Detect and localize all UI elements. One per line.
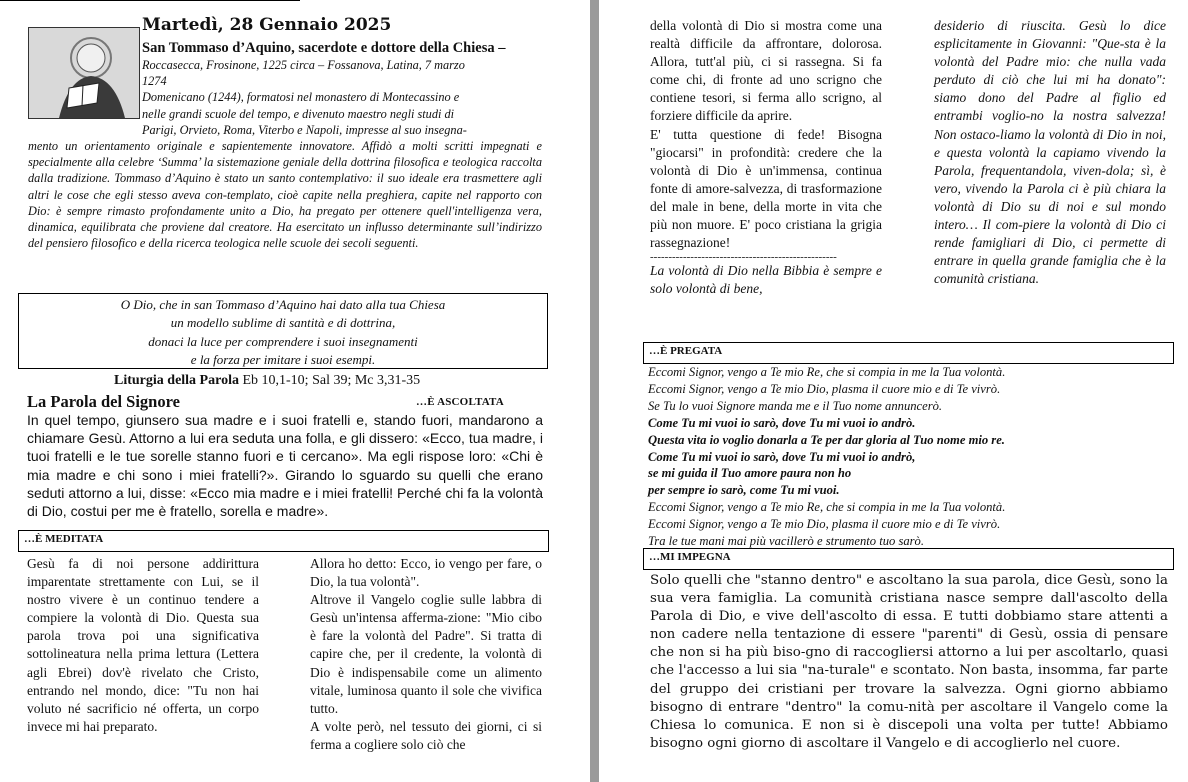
- opening-prayer: [18, 293, 548, 369]
- section-pregata-header: [643, 342, 1174, 364]
- bio-line: 1274: [142, 74, 167, 89]
- song-line: Eccomi Signor, vengo a Te mio Re, che si compia in me la Tua volontà.: [648, 365, 1006, 379]
- prayer-line: e la forza per imitare i suoi esempi.: [190, 351, 376, 367]
- page-date: Martedì, 28 Gennaio 2025: [142, 15, 392, 35]
- bio-line: Roccasecca, Frosinone, 1225 circa – Fossanova, Latina, 7 marzo: [142, 58, 465, 72]
- impegna-text: Solo quelli che "stanno dentro" e ascoltano la sua parola, dice Gesù, sono la sua vera famiglia. La comunità cristiana nasce sempre dall'ascolto della Parola di Dio, e vive dell'ascolto di essa. E tutti dobbiamo stare attenti a non cadere nella tentazione di essere "parenti" di Gesù, ossia di pensare che non si ha più biso-gno di raccogliersi attorno a lui per ascoltarlo, quasi che l'accesso a lui sia "na-turale" e scontato. Non basta, insomma, far parte del gruppo dei cristiani per trovare la salvezza. Ogni giorno abbiamo bisogno di entrare "dentro" la comu-nità per ascoltare il Vangelo come la Chiesa lo comunica. E non si è discepoli una volta per tutte! Abbiamo bisogno ogni giorno di ascoltare il Vangelo e di accoglierlo nel cuore.: [650, 573, 1168, 751]
- section-impegna-header: [643, 548, 1174, 570]
- meditata-paragraph: Altrove il Vangelo coglie sulle labbra di Gesù un'intensa afferma-zione: "Mio cibo è fare la volontà del Padre". Si tratta di capire che, per il credente, la volontà di Dio è indispensabile come un alimento vitale, luminosa quanto il sole che vivifica tutto.: [310, 592, 542, 716]
- bio-continued: mento un orientamento originale e sapientemente innovatore. Affidò a molti scritti impegnati e specialmente alla celebre ‘Summa’ la sistemazione geniale della dottrina filosofica e teologica raccolta dalla tradizione. Tommaso d’Aquino è stato un santo contemplativo: il suo ideale era trasmettere agli altri le cose che egli stesso aveva con-templato, cioè capite nella preghiera, capite nel rapporto con Dio: è sempre rimasto profondamente unito a Dio, ha pregato per ottenere quell'intelligenza vera, dinamica, equilibrata che proviene dal creatore. Ha esercitato un influsso determinante sull’indirizzo del pensiero filosofico e della ricerca teologica nelle scuole dei secoli seguenti.: [28, 139, 542, 251]
- meditata-paragraph: Allora ho detto: Ecco, io vengo per fare, o Dio, la tua volontà".: [310, 556, 542, 590]
- prayer-line: un modello sublime di santità e di dottrina,: [170, 315, 396, 331]
- song-line: Come Tu mi vuoi io sarò, dove Tu mi vuoi io andrò,: [648, 449, 916, 464]
- tag-ascoltata: …È ASCOLTATA: [416, 396, 504, 408]
- meditata-paragraph: E' tutta questione di fede! Bisogna "giocarsi" in profondità: credere che la volontà di Dio è un'immensa, continua fonte di amore-salvezza, di trasformazione del male in bene, della morte in vita che più non muore. E' poco cristiana la grigia rassegnazione!: [650, 126, 882, 251]
- dashed-separator: ---------------------------------------------------: [650, 251, 837, 264]
- liturgy-line: [114, 373, 420, 389]
- bio-line: Parigi, Orvieto, Roma, Viterbo e Napoli, impresse al suo insegna-: [142, 122, 467, 137]
- song-line: Eccomi Signor, vengo a Te mio Dio, plasma il cuore mio e di Te vivrò.: [648, 517, 1001, 532]
- liturgy-label: Liturgia della Parola: [114, 373, 239, 388]
- bio-line: nelle grandi scuole del tempo, e divenuto maestro negli studi di: [142, 106, 455, 121]
- prayer-line: O Dio, che in san Tommaso d’Aquino hai dato alla tua Chiesa: [120, 297, 446, 312]
- song-line: Eccomi Signor, vengo a Te mio Dio, plasma il cuore mio e di Te vivrò.: [648, 381, 1001, 396]
- meditata-paragraph: Gesù fa di noi persone addirittura imparentate strettamente con Lui, se il nostro vivere è un continuo tendere a compiere la volontà di Dio. Questa sua parola trova poi una significativa sottolineatura nella prima lettura (Lettera agli Ebrei) dov'è rivelato che Cristo, entrando nel mondo, dice: "Tu non hai voluto né sacrificio né offerta, un corpo invece mi hai preparato.: [27, 556, 259, 734]
- gospel-title: La Parola del Signore: [27, 392, 180, 411]
- saint-biography: [28, 57, 542, 251]
- tag-impegna: …MI IMPEGNA: [649, 551, 731, 563]
- meditata-column-3: [650, 17, 882, 298]
- song-line: se mi guida il Tuo amore paura non ho: [648, 466, 852, 481]
- song-line: Questa vita io voglio donarla a Te per dar gloria al Tuo nome mio re.: [648, 432, 1005, 447]
- gospel-text: In quel tempo, giunsero sua madre e i suoi fratelli e, stando fuori, mandarono a chiamare Gesù. Attorno a lui era seduta una folla, e gli dissero: «Ecco, tua madre, i tuoi fratelli e le tue sorelle stanno fuori e ti cercano». Ma egli rispose loro: «Chi è mia madre e chi sono i miei fratelli?». Girando lo sguardo su quelli che erano seduti attorno a lui, disse: «Ecco mia madre e i miei fratelli! Perché chi fa la volontà di Dio, costui per me è fratello, sorella e madre».: [27, 412, 543, 520]
- song-line: Come Tu mi vuoi io sarò, dove Tu mi vuoi io andrò.: [648, 415, 916, 430]
- song-line: Tra le tue mani mai più vacillerò e strumento tuo sarò.: [648, 534, 924, 549]
- liturgy-refs: Eb 10,1-10; Sal 39; Mc 3,31-35: [242, 373, 421, 388]
- meditata-paragraph: della volontà di Dio si mostra come una realtà difficile da affrontare, dolorosa. Allora, tutt'al più, ci si rassegna. Si fa come chi, di fronte ad uno scrigno che contiene tesori, si ferma allo scrigno, al forziere difficile da aprire.: [650, 18, 882, 124]
- meditata-column-2: [310, 555, 542, 754]
- pregata-song: [648, 364, 1168, 550]
- song-line: Se Tu lo vuoi Signore manda me e il Tuo nome annuncerò.: [648, 398, 943, 413]
- meditata-paragraph: La volontà di Dio nella Bibbia è sempre e solo volontà di bene,: [650, 263, 882, 297]
- meditata-paragraph: A volte però, nel tessuto dei giorni, ci si ferma a cogliere solo ciò che: [310, 718, 542, 752]
- prayer-line: donaci la luce per comprendere i suoi insegnamenti: [148, 333, 418, 349]
- saint-title: San Tommaso d’Aquino, sacerdote e dottore della Chiesa –: [142, 40, 506, 56]
- bio-line: Domenicano (1244), formatosi nel monastero di Montecassino e: [142, 90, 460, 105]
- song-line: per sempre io sarò, come Tu mi vuoi.: [648, 483, 840, 498]
- meditata-paragraph: desiderio di riuscita. Gesù lo dice esplicitamente in Giovanni: "Que-sta è la volontà del Padre mio: che nulla vada perduto di ciò che lui mi ha donato": siamo dono del Padre al figlio ed entrambi voglio-no la nostra salvezza! Non ostaco-liamo la volontà di Dio in noi, e questa volontà la capiamo vivendo la Parola, frequentandola, viven-dola; sì, è vero, vivendo la Parola ci è più chiara la volontà di Dio su di noi e sul mondo intero… Il com-piere la volontà di Dio ci rende famigliari di Dio, ci permette di entrare in quella grande famiglia che è la comunità cristiana.: [934, 18, 1166, 287]
- song-line: Eccomi Signor, vengo a Te mio Re, che si compia in me la Tua volontà.: [648, 500, 1006, 515]
- tag-meditata: …È MEDITATA: [24, 533, 104, 545]
- page-divider: [590, 0, 599, 782]
- meditata-column-4: [934, 17, 1166, 288]
- meditata-column-1: [27, 555, 259, 736]
- saint-portrait-icon: [28, 27, 140, 119]
- section-meditata-header: [18, 530, 549, 552]
- tag-pregata: …È PREGATA: [649, 345, 723, 357]
